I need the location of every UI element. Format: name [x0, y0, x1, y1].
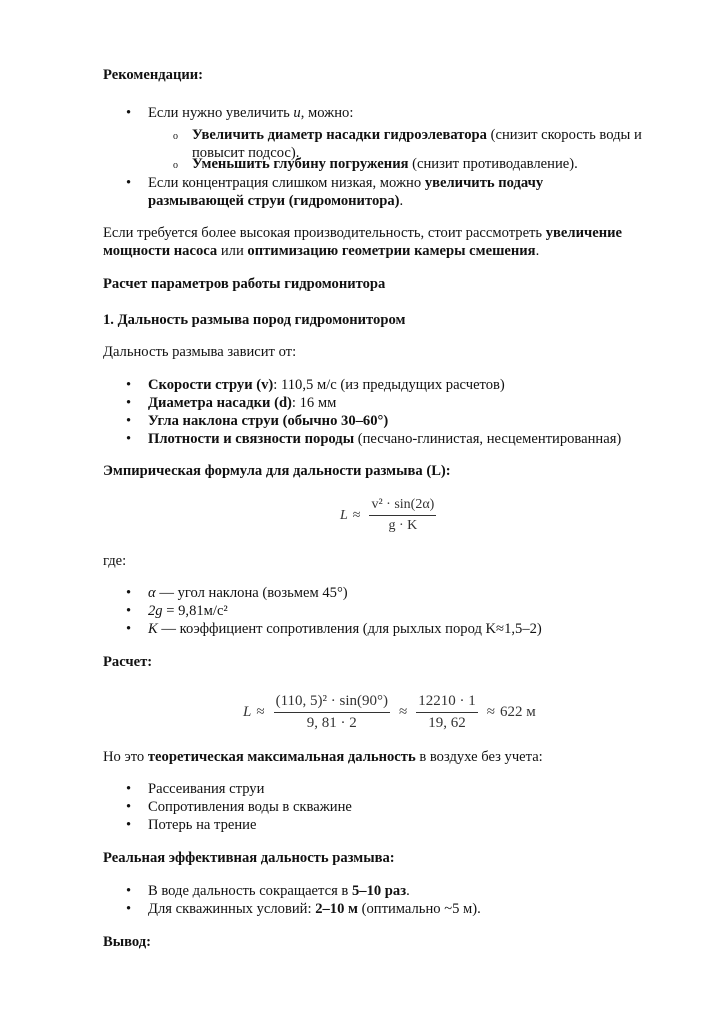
list-item: • Диаметра насадки (d): 16 мм: [148, 394, 638, 412]
list-item: • В воде дальность сокращается в 5–10 раз.: [148, 882, 638, 900]
real-range-heading: Реальная эффективная дальность размыва:: [103, 850, 395, 866]
formula-heading: Эмпирическая формула для дальности размыва (L):: [103, 463, 451, 479]
conclusion-heading: Вывод:: [103, 934, 152, 950]
list-item: • Если концентрация слишком низкая, можно увеличить подачу размывающей струи (гидромонитора).: [148, 174, 638, 210]
list-item: o Уменьшить глубину погружения (снизит противодавление).: [192, 156, 642, 174]
list-item: • Рассеивания струи: [148, 780, 638, 798]
list-item: • Если нужно увеличить u, можно:: [148, 104, 638, 122]
paragraph: Если требуется более высокая производительность, стоит рассмотреть увеличение мощности насоса или оптимизацию геометрии камеры смешения.: [103, 225, 622, 259]
formula-range: L ≈ $\frac{\text{v² · sin(2α)}}{g \cdot K}$: [340, 497, 435, 533]
paragraph: Дальность размыва зависит от:: [103, 344, 297, 360]
list-item: • 2g = 9,81м/с²: [148, 602, 638, 620]
calc-heading: Расчет:: [103, 654, 153, 670]
section-title: Расчет параметров работы гидромонитора: [103, 276, 386, 292]
subsection-title: 1. Дальность размыва пород гидромонитором: [103, 312, 406, 328]
formula-calculation: L ≈ $\frac{\text{(110, 5)² · sin(90°)}}{9, 81 \cdot 2}$ ≈ $\frac{12210 \cdot 1}{19, 62}$ ≈ 622 м: [243, 693, 536, 731]
list-item: • Для скважинных условий: 2–10 м (оптимально ~5 м).: [148, 900, 638, 918]
list-item: • α — угол наклона (возьмем 45°): [148, 584, 638, 602]
list-item: • Плотности и связности породы (песчано-глинистая, несцементированная): [148, 430, 638, 448]
list-item: o Увеличить диаметр насадки гидроэлеватора (снизит скорость воды и повысит подсос).: [192, 127, 642, 162]
list-item: • K — коэффициент сопротивления (для рыхлых пород K≈1,5–2): [148, 620, 638, 638]
recommendations-heading: Рекомендации:: [103, 67, 204, 83]
list-item: • Угла наклона струи (обычно 30–60°): [148, 412, 638, 430]
list-item: • Скорости струи (v): 110,5 м/с (из предыдущих расчетов): [148, 376, 638, 394]
list-item: • Сопротивления воды в скважине: [148, 798, 638, 816]
paragraph: где:: [103, 553, 127, 569]
paragraph: Но это теоретическая максимальная дальность в воздухе без учета:: [103, 749, 543, 765]
list-item: • Потерь на трение: [148, 816, 638, 834]
